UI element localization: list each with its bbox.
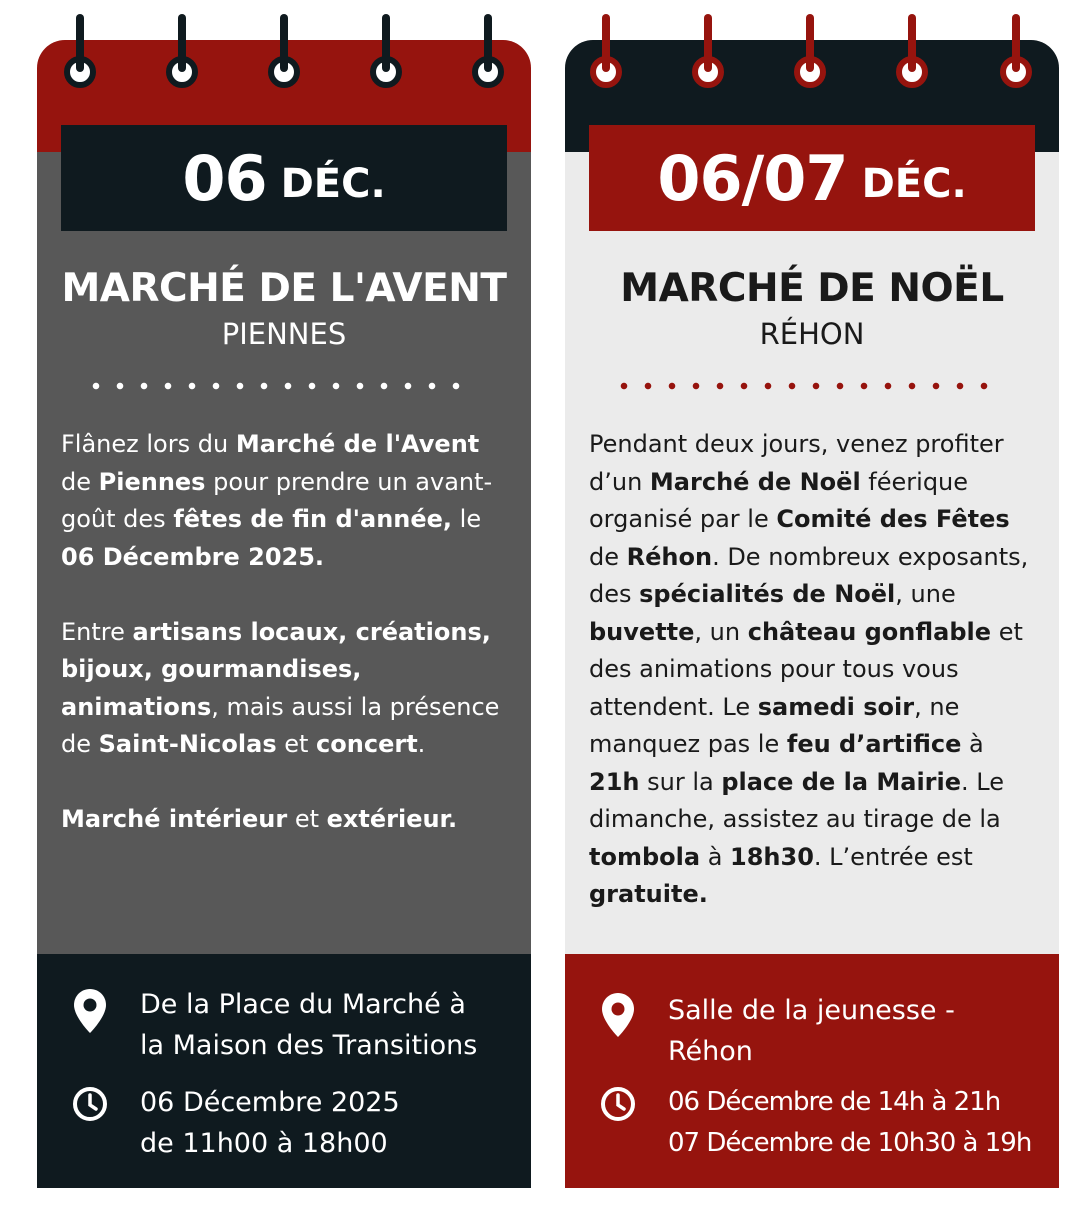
binding-ring — [67, 14, 93, 85]
description-paragraph: Pendant deux jours, venez profiter d’un Marché de Noël féerique organisé par le Comité des Fêtes de Réhon. De nombreux exposants, des spécialités de Noël, une buvette, un château gonflable et des animations pour tous vous attendent. Le samedi soir, ne manquez pas le feu d’artifice à 21h sur la place de la Mairie. Le dimanche, assistez au tirage de la tombola à 18h30. L’entrée est gratuite. — [589, 430, 1029, 908]
binding-ring — [899, 14, 925, 85]
date-day: 06/07 — [657, 141, 848, 215]
event-town: RÉHON — [759, 317, 865, 351]
event-time: 06 Décembre de 14h à 21h 07 Décembre de 10h30 à 19h — [668, 1087, 1032, 1158]
description-paragraph: Marché intérieur et extérieur. — [61, 805, 458, 833]
binding-ring — [695, 14, 721, 85]
event-location: De la Place du Marché à la Maison des Transitions — [140, 989, 478, 1061]
event-description — [589, 426, 1039, 951]
event-card-rehon — [565, 40, 1059, 1188]
clock-icon — [72, 1086, 108, 1122]
binding-ring — [1003, 14, 1029, 85]
binding-ring — [797, 14, 823, 85]
event-location: Salle de la jeunesse - Réhon — [668, 995, 955, 1067]
dotted-divider — [92, 382, 476, 390]
date-day: 06 — [182, 141, 267, 215]
clock-icon — [600, 1086, 636, 1122]
date-month: DÉC. — [280, 161, 386, 207]
event-town: PIENNES — [221, 317, 347, 351]
event-description — [61, 426, 511, 876]
date-badge — [61, 125, 507, 231]
description-paragraph: Flânez lors du Marché de l'Avent de Piennes pour prendre un avant-goût des fêtes de fin d'année, le 06 Décembre 2025. — [61, 430, 493, 571]
event-title: MARCHÉ DE L'AVENT — [61, 266, 507, 311]
date-badge — [589, 125, 1035, 231]
binding-ring — [593, 14, 619, 85]
map-pin-icon — [73, 988, 107, 1034]
event-title: MARCHÉ DE NOËL — [620, 266, 1004, 311]
dotted-divider — [620, 382, 1004, 390]
event-card-piennes — [37, 40, 531, 1188]
map-pin-icon — [601, 992, 635, 1038]
binding-ring — [271, 14, 297, 85]
event-time: 06 Décembre 2025 de 11h00 à 18h00 — [140, 1087, 400, 1159]
calendar-rings — [0, 0, 1088, 120]
binding-ring — [169, 14, 195, 85]
description-paragraph: Entre artisans locaux, créations, bijoux, gourmandises, animations, mais aussi la présence de Saint-Nicolas et concert. — [61, 617, 500, 758]
binding-ring — [373, 14, 399, 85]
binding-ring — [475, 14, 501, 85]
date-month: DÉC. — [861, 161, 967, 207]
